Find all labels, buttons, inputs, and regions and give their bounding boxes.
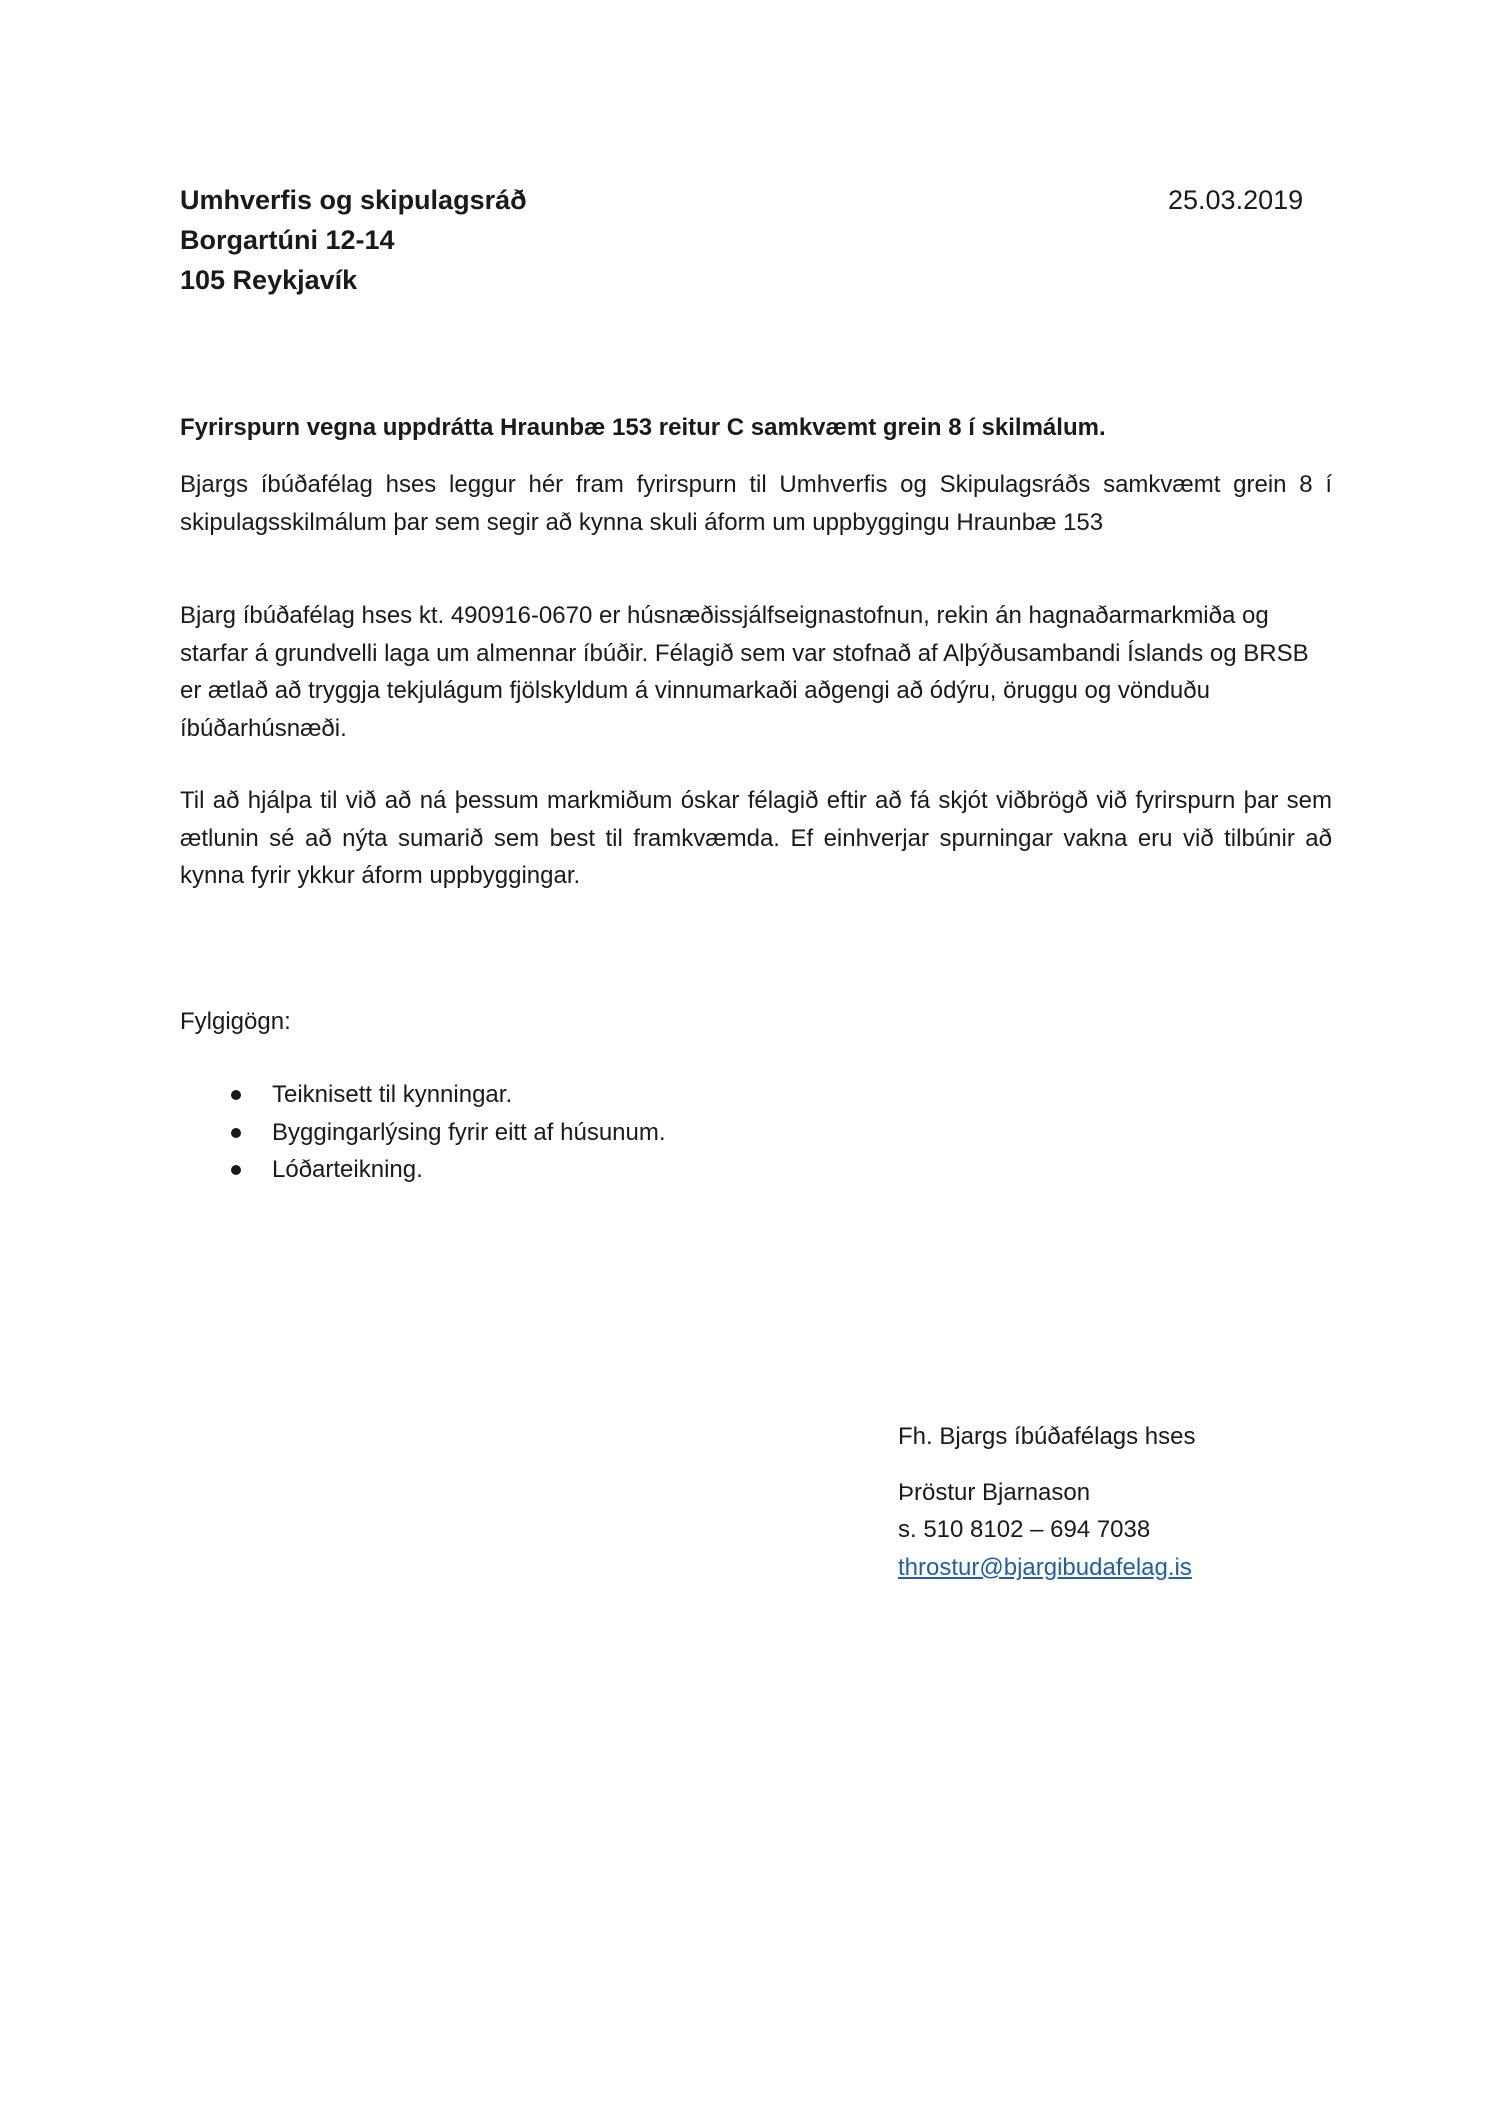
- bullet-icon: [231, 1128, 241, 1138]
- body-paragraph-company: Bjarg íbúðafélag hses kt. 490916-0670 er húsnæðissjálfseignastofnun, rekin án hagnaðarmarkmiða og starfar á grundvelli laga um almennar íbúðir. Félagið sem var stofnað af Alþýðusambandi Íslands og BRSB er ætlað að tryggja tekjulágum fjölskyldum á vinnumarkaði aðgengi að ódýru, öruggu og vönduðu íbúðarhúsnæði.: [180, 602, 1309, 742]
- attachment-item-label: Byggingarlýsing fyrir eitt af húsunum.: [272, 1118, 666, 1146]
- attachment-item-label: Teiknisett til kynningar.: [272, 1081, 513, 1108]
- bullet-icon: [231, 1165, 241, 1175]
- signature-block: [898, 1418, 1196, 1586]
- list-item: [180, 1114, 666, 1152]
- signature-org: Fh. Bjargs íbúðafélags hses: [898, 1423, 1196, 1450]
- recipient-address: [180, 180, 527, 300]
- letter-subject: Fyrirspurn vegna uppdrátta Hraunbæ 153 reitur C samkvæmt grein 8 í skilmálum.: [180, 414, 1106, 441]
- letter-date: 25.03.2019: [1168, 185, 1304, 215]
- recipient-name: Umhverfis og skipulagsráð: [180, 185, 527, 215]
- signature-name: Þröstur Bjarnason: [898, 1478, 1091, 1506]
- list-item: [180, 1151, 666, 1189]
- signature-phone: s. 510 8102 – 694 7038: [898, 1516, 1151, 1543]
- attachments-label: Fylgigögn:: [180, 1008, 291, 1035]
- bullet-icon: [231, 1090, 241, 1100]
- body-paragraph-intro: Bjargs íbúðafélag hses leggur hér fram fyrirspurn til Umhverfis og Skipulagsráðs samkvæmt grein 8 í skipulagsskilmálum þar sem segir að kynna skuli áform um uppbyggingu Hraunbæ 153: [180, 471, 1332, 536]
- recipient-city: 105 Reykjavík: [180, 265, 358, 295]
- signature-email-link[interactable]: throstur@bjargibudafelag.is: [898, 1553, 1192, 1581]
- attachment-item-label: Lóðarteikning.: [272, 1156, 423, 1183]
- list-item: [180, 1076, 666, 1114]
- body-paragraph-request: Til að hjálpa til við að ná þessum markmiðum óskar félagið eftir að fá skjót viðbrögð við fyrirspurn þar sem ætlunin sé að nýta sumarið sem best til framkvæmda. Ef einhverjar spurningar vakna eru við tilbúnir að kynna fyrir ykkur áform uppbyggingar.: [180, 787, 1332, 889]
- attachments-list: [180, 1076, 666, 1189]
- recipient-street: Borgartúni 12-14: [180, 225, 395, 255]
